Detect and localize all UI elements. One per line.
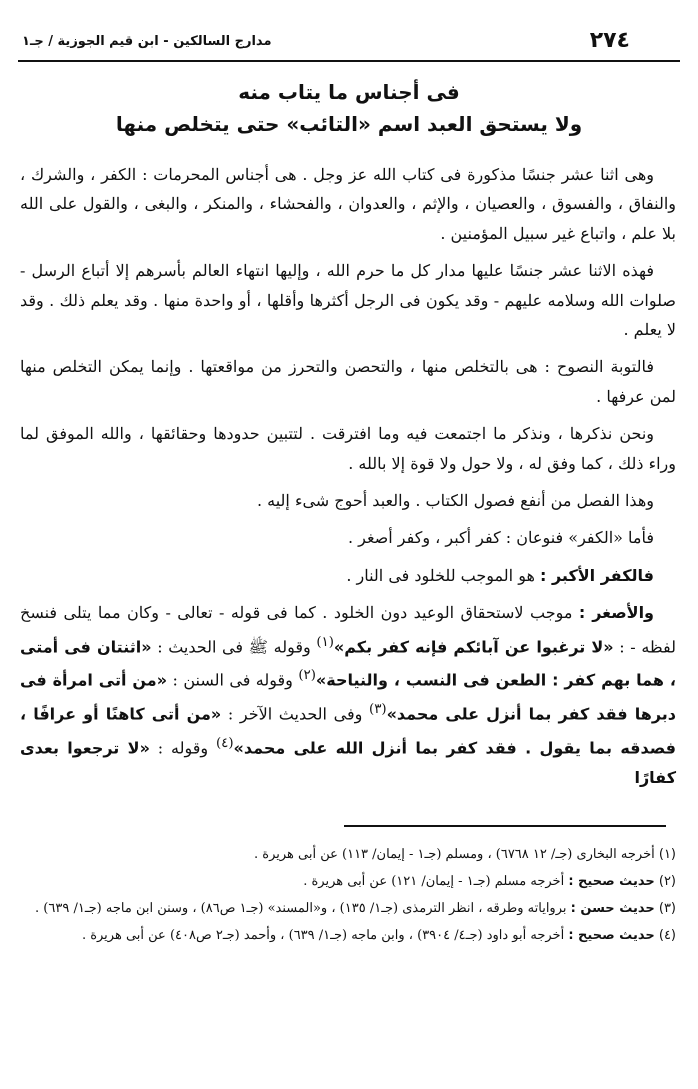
footnote-ref-4: (٤) — [215, 735, 234, 751]
footnote-number: (٤) — [658, 928, 676, 943]
footnote-ref-1: (١) — [316, 634, 334, 650]
paragraph-8-text-3: وقوله فى السنن : — [167, 670, 299, 690]
paragraph-8-text-5: وقوله : — [149, 738, 216, 758]
footnote-4 — [20, 923, 676, 948]
paragraph-4: ونحن نذكرها ، ونذكر ما اجتمعت فيه وما افترقت . لتتبين حدودها وحقائقها ، والله الموفق لما وراء ذلك ، كما وفق له ، ولا حول ولا قوة إلا بالله . — [20, 424, 676, 473]
footnote-number: (٢) — [658, 874, 676, 889]
running-title: مدارج السالكين - ابن قيم الجوزية / جـ١ — [22, 34, 272, 49]
page-number: ٢٧٤ — [589, 28, 630, 53]
heading-line-2: ولا يستحق العبد اسم «التائب» حتى يتخلص منها — [115, 112, 583, 136]
paragraph-7-text: هو الموجب للخلود فى النار . — [346, 565, 540, 585]
footnote-grade: حديث حسن : — [570, 901, 655, 916]
paragraph-8-text-4: وفى الحديث الآخر : — [221, 704, 369, 724]
term-minor-kufr: والأصغر : — [578, 603, 654, 623]
footnote-number: (١) — [658, 847, 676, 862]
body-text — [20, 160, 676, 800]
paragraph-2: فهذه الاثنا عشر جنسًا عليها مدار كل ما حرم الله ، وإليها انتهاء العالم بأسرهم إلا أتباع الرسل - صلوات الله وسلامه عليهم - وقد يكون فى الرجل أكثرها وأقلها ، أو واحدة منها . وقد يعلم ذلك . وقد لا يعلم . — [20, 261, 677, 340]
term-major-kufr: فالكفر الأكبر : — [540, 565, 654, 585]
footnote-ref-3: (٣) — [368, 702, 387, 718]
footnote-grade: حديث صحيح : — [568, 874, 655, 889]
footnote-grade: حديث صحيح : — [568, 928, 655, 943]
heading-line-1: فى أجناس ما يتاب منه — [238, 80, 460, 104]
footnote-1 — [20, 842, 676, 867]
footnote-text: برواياته وطرقه ، انظر الترمذى (جـ١/ ١٣٥) ، و«المسند» (جـ١ ص٨٦) ، وسنن ابن ماجه (جـ١/ ٦٣٩) . — [35, 901, 571, 916]
footnote-text: أخرجه أبو داود (جـ٤/ ٣٩٠٤) ، وابن ماجه (جـ١/ ٦٣٩) ، وأحمد (جـ٢ ص٤٠٨) عن أبى هريرة . — [81, 928, 569, 943]
hadith-quote-2: «اثنتان فى أمتى ، هما بهم كفر : الطعن فى النسب ، والنياحة» — [20, 637, 677, 690]
footnote-text: أخرجه البخارى (جـ/ ١٢ ٦٧٦٨) ، ومسلم (جـ١ - إيمان/ ١١٣) عن أبى هريرة . — [254, 847, 655, 862]
footnote-3 — [20, 896, 676, 921]
hadith-quote-5: «لا ترجعوا بعدى كفارًا — [20, 738, 676, 787]
footnotes — [20, 842, 676, 950]
paragraph-8 — [20, 598, 676, 792]
paragraph-3: فالتوبة النصوح : هى بالتخلص منها ، والتحصن والتحرز من مواقعتها . وإنما يمكن التخلص منها لمن عرفها . — [20, 357, 676, 406]
footnote-text: أخرجه مسلم (جـ١ - إيمان/ ١٢١) عن أبى هريرة . — [303, 874, 569, 889]
paragraph-6: فأما «الكفر» فنوعان : كفر أكبر ، وكفر أصغر . — [347, 528, 654, 548]
page-header — [18, 26, 680, 62]
paragraph-8-text-1: موجب لاستحقاق الوعيد دون الخلود . كما فى قوله - تعالى - وكان مما يتلى فنسخ لفظه - : — [20, 603, 676, 657]
paragraph-8-text-2: وقوله ﷺ فى الحديث : — [151, 637, 317, 657]
paragraph-7 — [20, 561, 676, 590]
paragraph-5: وهذا الفصل من أنفع فصول الكتاب . والعبد أحوج شىء إليه . — [256, 491, 654, 511]
hadith-quote-4: «من أتى كاهنًا أو عرافًا ، فصدقه بما يقول . فقد كفر بما أنزل الله على محمد» — [20, 704, 676, 758]
footnote-divider — [344, 825, 666, 827]
footnote-2 — [20, 869, 676, 894]
footnote-number: (٣) — [658, 901, 676, 916]
section-heading — [20, 76, 678, 140]
paragraph-1: وهى اثنا عشر جنسًا مذكورة فى كتاب الله عز وجل . هى أجناس المحرمات : الكفر ، والشرك ، والنفاق ، والفسوق ، والعصيان ، والإثم ، والعدوان ، والفحشاء ، والمنكر ، والبغى ، والقول على الله بلا علم ، واتباع غير سبيل المؤمنين . — [20, 165, 676, 243]
footnote-ref-2: (٢) — [298, 668, 316, 684]
hadith-quote-3: «من أتى امرأة فى دبرها فقد كفر بما أنزل على محمد» — [20, 670, 677, 724]
hadith-quote-1: «لا ترغبوا عن آبائكم فإنه كفر بكم» — [333, 637, 614, 657]
